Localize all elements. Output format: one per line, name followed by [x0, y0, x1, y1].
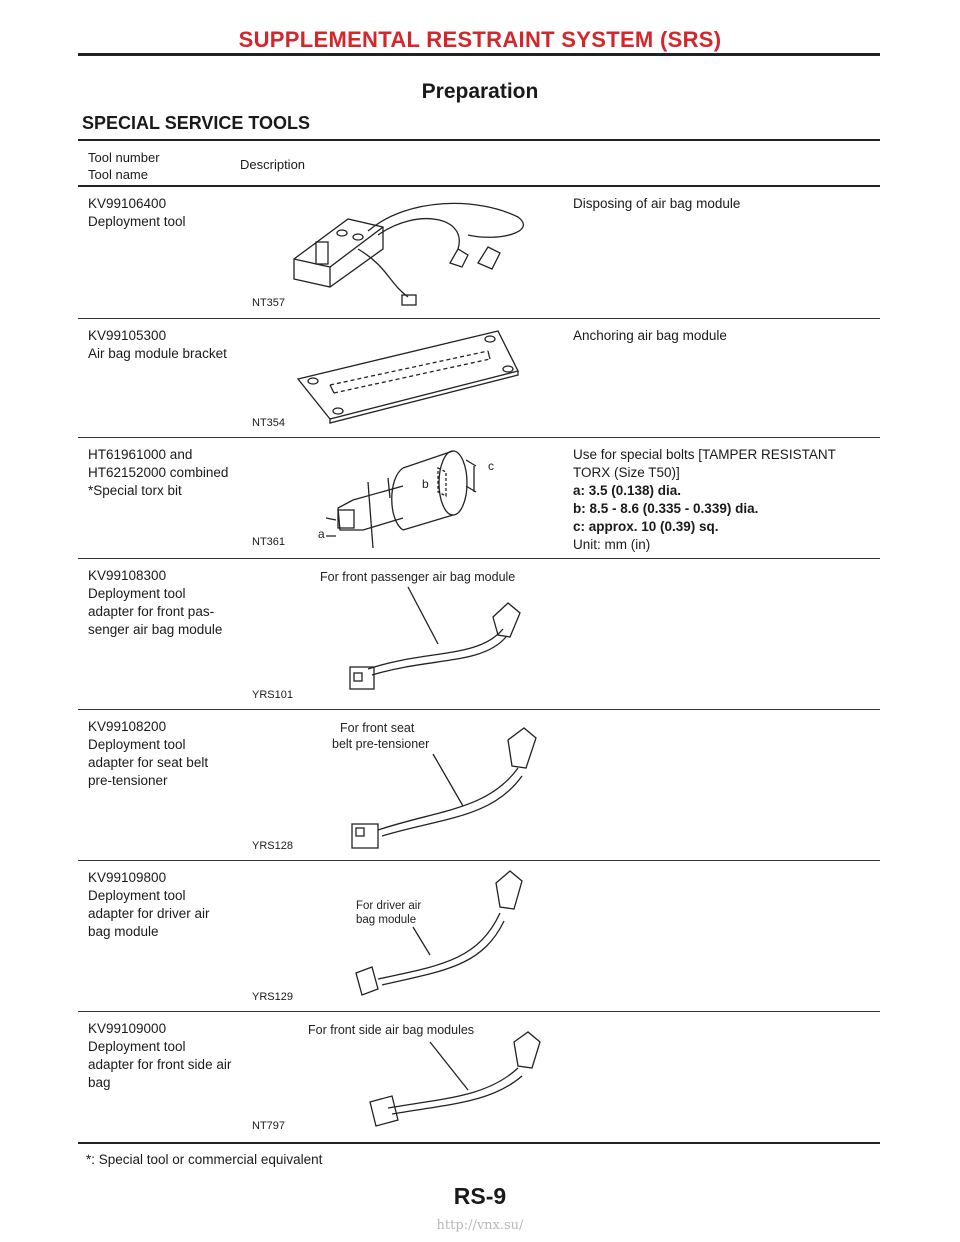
page-title: Preparation [421, 80, 539, 103]
figure-deployment-tool [238, 187, 568, 318]
col-tool-header [88, 149, 160, 183]
figure-bracket [238, 319, 568, 437]
tool-name: Air bag module bracket [88, 346, 227, 361]
figure-label: belt pre-tensioner [332, 737, 430, 751]
table-row [78, 861, 880, 1012]
tool-number: KV99106400 [88, 196, 167, 211]
tool-name: *Special torx bit [88, 483, 182, 498]
table-header [78, 141, 880, 187]
desc-cell [573, 327, 727, 345]
tool-number: KV99108200 [88, 719, 167, 734]
tool-cell [88, 567, 222, 639]
figure-label: bag module [356, 914, 417, 926]
figure-torx-bit [238, 438, 568, 558]
tool-name: Deployment tool [88, 888, 186, 903]
figure-code: YRS101 [252, 689, 293, 701]
tool-name: bag [88, 1075, 111, 1090]
tool-number: HT62152000 combined [88, 465, 229, 480]
section-title: SPECIAL SERVICE TOOLS [82, 113, 311, 133]
figure-label: For front side air bag modules [308, 1023, 475, 1037]
tool-cell [88, 869, 210, 941]
tool-name: Deployment tool [88, 1039, 186, 1054]
tool-number: KV99109800 [88, 870, 167, 885]
table-row [78, 559, 880, 710]
dimension-letter: c [488, 459, 494, 473]
dimension-letter: a [318, 527, 325, 541]
tool-name: Deployment tool [88, 586, 186, 601]
tool-number: KV99105300 [88, 328, 167, 343]
desc-line: Use for special bolts [TAMPER RESISTANT [573, 447, 836, 462]
figure-seat-belt-adapter [238, 710, 568, 860]
source-url[interactable]: http://vnx.su/ [436, 1218, 524, 1233]
tool-name: adapter for seat belt [88, 755, 209, 770]
tool-cell [88, 446, 228, 500]
figure-code: NT357 [252, 297, 286, 309]
desc-line: Disposing of air bag module [573, 196, 741, 211]
tool-number: KV99109000 [88, 1021, 167, 1036]
figure-label: For front seat [340, 721, 415, 735]
tool-number: KV99108300 [88, 568, 167, 583]
desc-line: TORX (Size T50)] [573, 465, 680, 480]
figure-driver-adapter [238, 861, 568, 1011]
desc-dimension: a: 3.5 (0.138) dia. [573, 483, 682, 498]
figure-passenger-adapter [238, 559, 568, 709]
header-rule [78, 53, 880, 56]
tool-name: Deployment tool [88, 214, 186, 229]
tool-cell [88, 195, 186, 231]
col-tool-header-line: Tool name [88, 167, 148, 182]
tool-number: HT61961000 and [88, 447, 193, 462]
tool-name: Deployment tool [88, 737, 186, 752]
desc-cell [573, 195, 740, 213]
col-desc-header: Description [240, 157, 306, 172]
table-row [78, 319, 880, 438]
col-tool-header-line: Tool number [88, 150, 160, 165]
table-row [78, 438, 880, 559]
figure-code: YRS129 [252, 991, 293, 1003]
tool-name: bag module [88, 924, 159, 939]
tool-name: pre-tensioner [88, 773, 168, 788]
figure-code: NT354 [252, 417, 286, 429]
header-title: SUPPLEMENTAL RESTRAINT SYSTEM (SRS) [238, 27, 722, 52]
figure-code: YRS128 [252, 840, 293, 852]
table-row [78, 710, 880, 861]
desc-cell [573, 446, 836, 554]
desc-dimension: c: approx. 10 (0.39) sq. [573, 519, 719, 534]
table-row [78, 1012, 880, 1144]
figure-code: NT361 [252, 536, 286, 548]
dimension-letter: b [422, 477, 429, 491]
table-row [78, 187, 880, 319]
desc-unit: Unit: mm (in) [573, 537, 651, 552]
footnote: *: Special tool or commercial equivalent [86, 1152, 323, 1167]
tool-name: adapter for front side air [88, 1057, 232, 1072]
figure-label: For driver air [356, 900, 422, 912]
tool-name: adapter for driver air [88, 906, 210, 921]
tool-cell [88, 1020, 231, 1092]
tool-name: adapter for front pas- [88, 604, 215, 619]
tool-name: senger air bag module [88, 622, 223, 637]
tool-cell [88, 327, 227, 363]
figure-code: NT797 [252, 1120, 286, 1132]
figure-side-airbag-adapter [238, 1012, 568, 1142]
desc-line: Anchoring air bag module [573, 328, 727, 343]
page-number: RS-9 [453, 1183, 507, 1209]
desc-dimension: b: 8.5 - 8.6 (0.335 - 0.339) dia. [573, 501, 759, 516]
tool-cell [88, 718, 208, 790]
figure-label: For front passenger air bag module [320, 570, 516, 584]
